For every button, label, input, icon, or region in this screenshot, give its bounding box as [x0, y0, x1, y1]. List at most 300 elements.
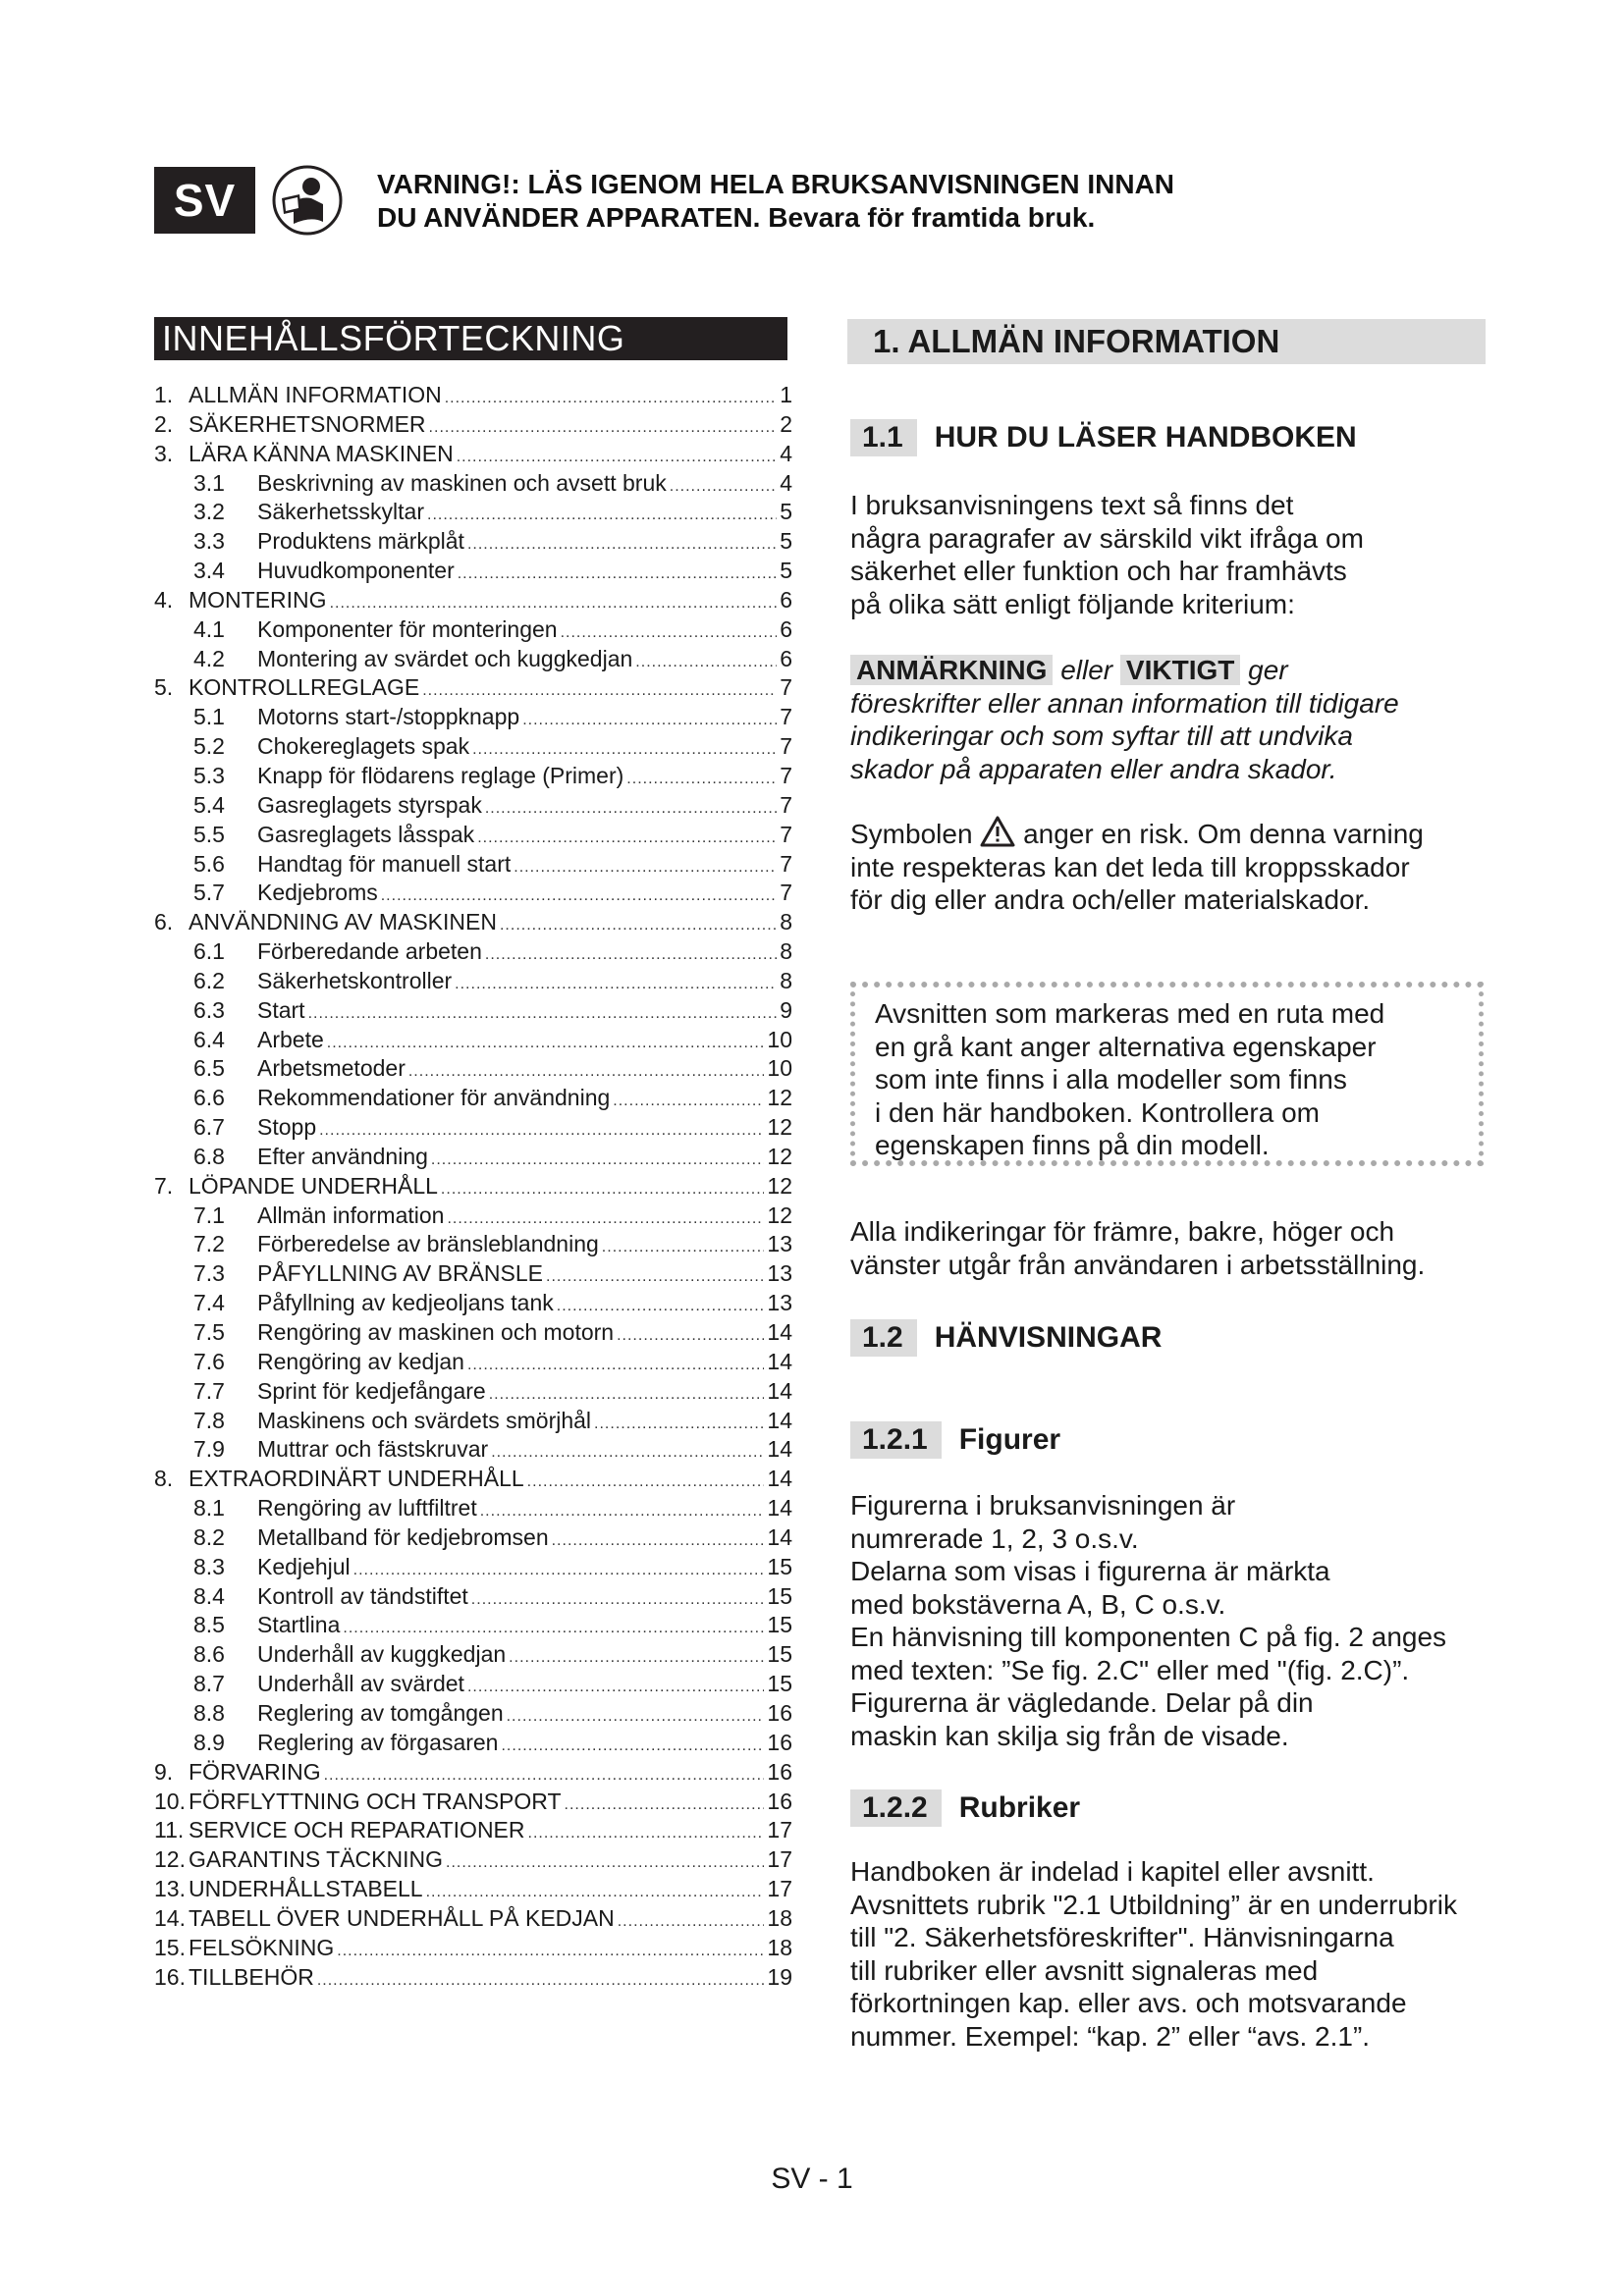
section-1-heading: 1. ALLMÄN INFORMATION — [847, 319, 1486, 364]
toc-dot-leader — [635, 654, 777, 671]
toc-entry — [154, 1027, 792, 1056]
toc-dot-leader — [330, 595, 778, 613]
toc-entry-label: Rengöring av maskinen och motorn — [257, 1319, 615, 1345]
toc-entry-page: 7 — [780, 704, 792, 730]
toc-entry-label: FÖRVARING — [189, 1758, 321, 1785]
toc-entry-label: Reglering av förgasaren — [257, 1729, 499, 1755]
toc-entry-number: 7.6 — [193, 1348, 225, 1374]
toc-entry-page: 15 — [767, 1553, 792, 1579]
toc-entry-page: 13 — [767, 1231, 792, 1257]
toc-entry — [154, 1231, 792, 1260]
symbol-line — [850, 816, 1424, 851]
toc-entry-label: Beskrivning av maskinen och avsett bruk — [257, 469, 667, 496]
toc-entry-number: 6.8 — [193, 1143, 225, 1169]
toc-entry-label: Rengöring av kedjan — [257, 1348, 464, 1374]
warning-line-2: DU ANVÄNDER APPARATEN. Bevara för framtida bruk. — [377, 202, 1096, 233]
toc-entry-label: Produktens märkplåt — [257, 528, 464, 555]
toc-dot-leader — [552, 1532, 765, 1550]
toc-entry-page: 14 — [767, 1377, 792, 1404]
toc-entry-label: Stopp — [257, 1114, 317, 1141]
toc-entry-page: 8 — [780, 967, 792, 993]
toc-entry — [154, 1524, 792, 1554]
text-line: med bokstäverna A, B, C o.s.v. — [850, 1588, 1226, 1620]
text-line: Handboken är indelad i kapitel eller avsnitt. — [850, 1856, 1375, 1887]
toc-entry-label: Knapp för flödarens reglage (Primer) — [257, 762, 624, 788]
toc-entry-label: EXTRAORDINÄRT UNDERHÅLL — [189, 1466, 524, 1492]
toc-entry-page: 14 — [767, 1523, 792, 1550]
text-line: nummer. Exempel: “kap. 2” eller “avs. 2.1”. — [850, 2020, 1371, 2052]
text-line: I bruksanvisningens text så finns det — [850, 490, 1294, 520]
toc-entry-page: 5 — [780, 558, 792, 584]
section-number: 1.2.1 — [850, 1421, 942, 1459]
toc-entry-number: 8. — [154, 1466, 174, 1492]
toc-entry — [154, 1495, 792, 1524]
toc-entry — [154, 1846, 792, 1876]
toc-entry-number: 4. — [154, 586, 174, 613]
toc-entry-number: 6.4 — [193, 1026, 225, 1052]
toc-entry-label: Montering av svärdet och kuggkedjan — [257, 645, 633, 671]
text-line: numrerade 1, 2, 3 o.s.v. — [850, 1522, 1139, 1554]
toc-entry-number: 7.5 — [193, 1319, 225, 1345]
toc-dot-leader — [491, 1444, 764, 1462]
text-line: indikeringar och som syftar till att undvika — [850, 721, 1353, 751]
section-title: Figurer — [958, 1423, 1061, 1456]
toc-entry-label: MONTERING — [189, 586, 327, 613]
toc-title: INNEHÅLLSFÖRTECKNING — [154, 317, 787, 360]
toc-entry-label: Gasreglagets låsspak — [257, 821, 475, 847]
toc-entry — [154, 1202, 792, 1232]
toc-entry-number: 7.8 — [193, 1407, 225, 1433]
toc-entry-number: 5.4 — [193, 791, 225, 818]
toc-entry — [154, 1173, 792, 1202]
toc-dot-leader — [317, 1972, 765, 1990]
toc-entry-page: 15 — [767, 1612, 792, 1638]
toc-dot-leader — [485, 946, 777, 964]
toc-entry-label: Efter användning — [257, 1143, 428, 1169]
toc-entry — [154, 616, 792, 646]
toc-entry-page: 4 — [780, 440, 792, 466]
toc-dot-leader — [670, 478, 777, 496]
toc-entry-number: 15. — [154, 1934, 186, 1960]
toc-dot-leader — [618, 1913, 765, 1931]
text-line: som inte finns i alla modeller som finns — [875, 1064, 1347, 1095]
toc-entry-label: Kedjebroms — [257, 880, 378, 906]
toc-entry-label: Rengöring av luftfiltret — [257, 1495, 477, 1522]
toc-dot-leader — [501, 1737, 764, 1755]
toc-entry-page: 19 — [767, 1963, 792, 1990]
toc-entry — [154, 1290, 792, 1319]
toc-entry — [154, 1144, 792, 1173]
toc-entry-page: 17 — [767, 1817, 792, 1843]
toc-dot-leader — [381, 887, 777, 905]
toc-dot-leader — [613, 1093, 764, 1110]
toc-entry-label: Muttrar och fästskruvar — [257, 1436, 489, 1463]
text-line: Avsnitten som markeras med en ruta med — [875, 998, 1385, 1029]
toc-entry-number: 10. — [154, 1788, 186, 1814]
toc-entry-label: Komponenter för monteringen — [257, 615, 558, 642]
toc-dot-leader — [408, 1063, 765, 1081]
toc-dot-leader — [471, 1591, 765, 1609]
warning-line-1: VARNING!: LÄS IGENOM HELA BRUKSANVISNINGEN INNAN — [377, 169, 1175, 199]
toc-entry-label: Rekommendationer för användning — [257, 1085, 611, 1111]
toc-dot-leader — [509, 1649, 764, 1667]
toc-entry — [154, 1730, 792, 1759]
toc-entry-page: 16 — [767, 1699, 792, 1726]
toc-entry-number: 5.5 — [193, 821, 225, 847]
toc-entry-label: LÄRA KÄNNA MASKINEN — [189, 440, 454, 466]
text-line: maskin kan skilja sig från de visade. — [850, 1720, 1289, 1751]
toc-dot-leader — [472, 741, 777, 759]
toc-entry-number: 5.1 — [193, 704, 225, 730]
toc-entry — [154, 411, 792, 441]
toc-entry-number: 4.1 — [193, 615, 225, 642]
toc-entry-label: Säkerhetsskyltar — [257, 499, 425, 525]
toc-entry-label: Förberedande arbeten — [257, 938, 482, 965]
toc-entry — [154, 763, 792, 792]
table-of-contents — [154, 382, 792, 1993]
toc-entry — [154, 733, 792, 763]
toc-dot-leader — [546, 1268, 764, 1286]
or-text: eller — [1060, 655, 1113, 685]
toc-entry — [154, 880, 792, 909]
text-line: Avsnittets rubrik "2.1 Utbildning” är en underrubrik — [850, 1889, 1457, 1920]
toc-entry-number: 8.1 — [193, 1495, 225, 1522]
toc-entry-page: 15 — [767, 1641, 792, 1668]
toc-dot-leader — [431, 1151, 765, 1169]
toc-dot-leader — [485, 800, 777, 818]
toc-entry-number: 5.3 — [193, 762, 225, 788]
toc-entry — [154, 382, 792, 411]
text-line: med texten: ”Se fig. 2.C" eller med "(fig. 2.C)”. — [850, 1654, 1410, 1685]
toc-dot-leader — [327, 1035, 765, 1052]
toc-dot-leader — [445, 390, 777, 407]
text-line: till "2. Säkerhetsföreskrifter". Hänvisningarna — [850, 1922, 1394, 1952]
toc-entry-number: 7.7 — [193, 1377, 225, 1404]
toc-dot-leader — [467, 1357, 764, 1374]
toc-entry-page: 6 — [780, 615, 792, 642]
toc-entry-page: 2 — [780, 410, 792, 437]
toc-entry-page: 13 — [767, 1290, 792, 1316]
toc-entry — [154, 1319, 792, 1349]
toc-entry-page: 13 — [767, 1260, 792, 1287]
toc-entry-page: 7 — [780, 674, 792, 701]
toc-dot-leader — [500, 917, 777, 934]
toc-entry-number: 3.2 — [193, 499, 225, 525]
toc-entry-label: FELSÖKNING — [189, 1934, 335, 1960]
note-tag: ANMÄRKNING — [850, 655, 1053, 685]
toc-dot-leader — [353, 1562, 765, 1579]
text-line: en grå kant anger alternativa egenskaper — [875, 1031, 1377, 1062]
text-line: några paragrafer av särskild vikt ifråga om — [850, 522, 1364, 554]
text-line: inte respekteras kan det leda till kroppsskador — [850, 851, 1410, 882]
text-line: föreskrifter eller annan information till tidigare — [850, 687, 1399, 719]
toc-dot-leader — [441, 1181, 764, 1199]
toc-entry — [154, 528, 792, 558]
toc-entry-number: 8.3 — [193, 1553, 225, 1579]
toc-entry-label: Säkerhetskontroller — [257, 967, 453, 993]
toc-dot-leader — [617, 1327, 764, 1345]
toc-entry-page: 14 — [767, 1495, 792, 1522]
toc-entry-page: 1 — [780, 382, 792, 407]
toc-entry-page: 14 — [767, 1436, 792, 1463]
toc-entry — [154, 1554, 792, 1583]
section-title: HUR DU LÄSER HANDBOKEN — [934, 421, 1357, 454]
toc-entry-label: Chokereglagets spak — [257, 733, 470, 760]
toc-dot-leader — [557, 1298, 765, 1315]
toc-entry-label: Metallband för kedjebromsen — [257, 1523, 549, 1550]
toc-entry-number: 8.2 — [193, 1523, 225, 1550]
toc-entry — [154, 1964, 792, 1994]
text-line: Figurerna i bruksanvisningen är — [850, 1490, 1236, 1521]
toc-entry-label: Gasreglagets styrspak — [257, 791, 482, 818]
toc-dot-leader — [528, 1825, 765, 1842]
toc-entry — [154, 470, 792, 500]
toc-entry-number: 14. — [154, 1904, 186, 1931]
toc-entry-label: TABELL ÖVER UNDERHÅLL PÅ KEDJAN — [189, 1904, 615, 1931]
toc-entry — [154, 704, 792, 733]
toc-entry-page: 7 — [780, 791, 792, 818]
toc-entry-page: 5 — [780, 499, 792, 525]
toc-entry-number: 7. — [154, 1172, 174, 1199]
toc-entry — [154, 909, 792, 938]
toc-entry — [154, 674, 792, 704]
toc-entry-page: 12 — [767, 1085, 792, 1111]
symbol-paragraph — [850, 816, 1424, 917]
text-line: Alla indikeringar för främre, bakre, höger och — [850, 1216, 1395, 1247]
toc-entry-page: 10 — [767, 1055, 792, 1082]
toc-entry — [154, 1114, 792, 1144]
toc-entry-page: 16 — [767, 1758, 792, 1785]
toc-entry — [154, 1876, 792, 1905]
toc-entry-page: 7 — [780, 821, 792, 847]
toc-entry — [154, 1905, 792, 1935]
toc-entry — [154, 587, 792, 616]
toc-entry-label: Förberedelse av bränsleblandning — [257, 1231, 599, 1257]
toc-entry — [154, 1641, 792, 1671]
toc-entry-number: 3.4 — [193, 558, 225, 584]
toc-dot-leader — [507, 1708, 765, 1726]
toc-entry — [154, 1789, 792, 1818]
toc-entry-number: 7.3 — [193, 1260, 225, 1287]
toc-entry-page: 17 — [767, 1846, 792, 1873]
optional-features-box — [850, 982, 1484, 1166]
toc-entry-label: FÖRFLYTTNING OCH TRANSPORT — [189, 1788, 562, 1814]
toc-entry — [154, 851, 792, 881]
text-line: Delarna som visas i figurerna är märkta — [850, 1556, 1330, 1586]
toc-entry-number: 7.4 — [193, 1290, 225, 1316]
toc-entry-page: 4 — [780, 469, 792, 496]
toc-entry — [154, 1466, 792, 1495]
toc-entry-page: 12 — [767, 1143, 792, 1169]
toc-entry — [154, 646, 792, 675]
text-line: i den här handboken. Kontrollera om — [875, 1096, 1320, 1128]
toc-entry-number: 8.5 — [193, 1612, 225, 1638]
toc-entry-label: SERVICE OCH REPARATIONER — [189, 1817, 525, 1843]
toc-entry-number: 6.1 — [193, 938, 225, 965]
toc-entry-page: 16 — [767, 1729, 792, 1755]
figures-paragraph — [850, 1489, 1446, 1752]
toc-entry-page: 8 — [780, 938, 792, 965]
toc-entry — [154, 1349, 792, 1378]
toc-entry — [154, 1583, 792, 1613]
toc-entry-number: 6. — [154, 909, 174, 935]
toc-entry — [154, 1408, 792, 1437]
toc-entry-number: 6.5 — [193, 1055, 225, 1082]
toc-entry-label: ANVÄNDNING AV MASKINEN — [189, 909, 497, 935]
note-tags-line — [850, 654, 1399, 687]
toc-entry-page: 7 — [780, 850, 792, 877]
toc-entry — [154, 1817, 792, 1846]
toc-entry — [154, 968, 792, 997]
toc-dot-leader — [447, 1210, 764, 1228]
toc-entry — [154, 1671, 792, 1700]
warning-text — [377, 168, 1261, 235]
toc-entry-page: 10 — [767, 1026, 792, 1052]
ger-text: ger — [1248, 655, 1288, 685]
text-line: förkortningen kap. eller avs. och motsvarande — [850, 1988, 1407, 2018]
toc-entry — [154, 1935, 792, 1964]
toc-entry-label: TILLBEHÖR — [189, 1963, 314, 1990]
toc-entry-number: 13. — [154, 1876, 186, 1902]
toc-dot-leader — [422, 682, 777, 700]
toc-entry-page: 14 — [767, 1319, 792, 1345]
section-1-2-2-heading — [850, 1789, 1080, 1827]
toc-entry-label: GARANTINS TÄCKNING — [189, 1846, 443, 1873]
toc-entry-page: 6 — [780, 645, 792, 671]
toc-entry-page: 7 — [780, 762, 792, 788]
toc-entry-number: 7.2 — [193, 1231, 225, 1257]
toc-dot-leader — [324, 1767, 765, 1785]
toc-dot-leader — [489, 1386, 765, 1404]
toc-entry — [154, 1085, 792, 1114]
toc-entry-label: Sprint för kedjefångare — [257, 1377, 486, 1404]
text-line: egenskapen finns på din modell. — [875, 1130, 1270, 1160]
toc-entry — [154, 1612, 792, 1641]
toc-entry — [154, 1436, 792, 1466]
toc-entry — [154, 441, 792, 470]
toc-entry-page: 16 — [767, 1788, 792, 1814]
toc-entry-label: Arbetsmetoder — [257, 1055, 406, 1082]
toc-entry-number: 8.8 — [193, 1699, 225, 1726]
toc-entry — [154, 499, 792, 528]
text-line: skador på apparaten eller andra skador. — [850, 753, 1337, 784]
note-paragraph — [850, 654, 1399, 785]
toc-entry-number: 5.2 — [193, 733, 225, 760]
toc-dot-leader — [602, 1239, 765, 1256]
intro-paragraph — [850, 489, 1364, 620]
toc-entry-page: 14 — [767, 1348, 792, 1374]
toc-dot-leader — [337, 1943, 764, 1960]
toc-entry-page: 18 — [767, 1934, 792, 1960]
toc-entry-number: 16. — [154, 1963, 186, 1990]
toc-dot-leader — [565, 1796, 765, 1814]
toc-dot-leader — [319, 1122, 764, 1140]
toc-entry-label: Kedjehjul — [257, 1553, 351, 1579]
toc-dot-leader — [480, 1503, 765, 1521]
page-number: SV - 1 — [771, 2163, 853, 2195]
toc-entry-label: SÄKERHETSNORMER — [189, 410, 426, 437]
text-line: säkerhet eller funktion och har framhävts — [850, 556, 1347, 586]
toc-entry-label: ALLMÄN INFORMATION — [189, 382, 442, 407]
toc-entry-label: Allmän information — [257, 1201, 445, 1228]
toc-entry-number: 4.2 — [193, 645, 225, 671]
toc-entry-page: 12 — [767, 1114, 792, 1141]
toc-entry-page: 14 — [767, 1466, 792, 1492]
toc-entry-label: LÖPANDE UNDERHÅLL — [189, 1172, 438, 1199]
toc-entry — [154, 822, 792, 851]
toc-entry — [154, 1700, 792, 1730]
section-1-2-1-heading — [850, 1421, 1060, 1459]
text-line: Figurerna är vägledande. Delar på din — [850, 1687, 1314, 1718]
language-badge: SV — [154, 167, 255, 234]
toc-dot-leader — [343, 1620, 764, 1637]
section-number: 1.2.2 — [850, 1789, 942, 1827]
toc-entry-page: 15 — [767, 1582, 792, 1609]
toc-dot-leader — [594, 1415, 764, 1433]
toc-dot-leader — [467, 536, 777, 554]
section-title: Rubriker — [958, 1791, 1081, 1824]
toc-entry-number: 8.9 — [193, 1729, 225, 1755]
toc-entry-number: 8.4 — [193, 1582, 225, 1609]
toc-entry-page: 5 — [780, 528, 792, 555]
toc-entry-number: 5. — [154, 674, 174, 701]
text-fragment: anger en risk. Om denna varning — [1023, 819, 1424, 849]
direction-paragraph — [850, 1215, 1425, 1281]
toc-entry-number: 8.7 — [193, 1671, 225, 1697]
toc-entry — [154, 938, 792, 968]
headings-paragraph — [850, 1855, 1457, 2053]
toc-entry-number: 3. — [154, 440, 174, 466]
toc-entry-label: Motorns start-/stoppknapp — [257, 704, 520, 730]
toc-entry-label: Kontroll av tändstiftet — [257, 1582, 468, 1609]
toc-dot-leader — [477, 829, 777, 847]
toc-entry-label: PÅFYLLNING AV BRÄNSLE — [257, 1260, 544, 1287]
toc-dot-leader — [561, 624, 778, 642]
toc-dot-leader — [457, 449, 778, 466]
toc-entry-number: 9. — [154, 1758, 174, 1785]
toc-dot-leader — [455, 976, 777, 993]
toc-dot-leader — [626, 771, 777, 788]
section-number: 1.2 — [850, 1319, 917, 1357]
toc-entry — [154, 1260, 792, 1290]
toc-entry-number: 6.7 — [193, 1114, 225, 1141]
toc-entry-number: 3.3 — [193, 528, 225, 555]
toc-entry-page: 7 — [780, 733, 792, 760]
toc-entry — [154, 997, 792, 1027]
toc-entry-page: 7 — [780, 880, 792, 906]
section-number: 1.1 — [850, 419, 917, 456]
text-line: vänster utgår från användaren i arbetsställning. — [850, 1249, 1426, 1280]
toc-entry-number: 3.1 — [193, 469, 225, 496]
toc-entry-label: Arbete — [257, 1026, 324, 1052]
toc-dot-leader — [467, 1679, 764, 1696]
text-line: för dig eller andra och/eller materialskador. — [850, 884, 1371, 915]
toc-dot-leader — [514, 859, 777, 877]
toc-dot-leader — [427, 507, 777, 524]
toc-entry-page: 8 — [780, 909, 792, 935]
read-manual-icon — [272, 165, 343, 236]
toc-dot-leader — [429, 419, 778, 437]
section-title: HÄNVISNINGAR — [934, 1321, 1163, 1354]
toc-entry-label: Start — [257, 996, 305, 1023]
toc-entry — [154, 1378, 792, 1408]
toc-entry-label: Startlina — [257, 1612, 341, 1638]
toc-entry-number: 12. — [154, 1846, 186, 1873]
toc-entry-label: UNDERHÅLLSTABELL — [189, 1876, 423, 1902]
toc-dot-leader — [458, 565, 777, 583]
toc-entry-number: 11. — [154, 1817, 185, 1843]
toc-entry-number: 8.6 — [193, 1641, 225, 1668]
